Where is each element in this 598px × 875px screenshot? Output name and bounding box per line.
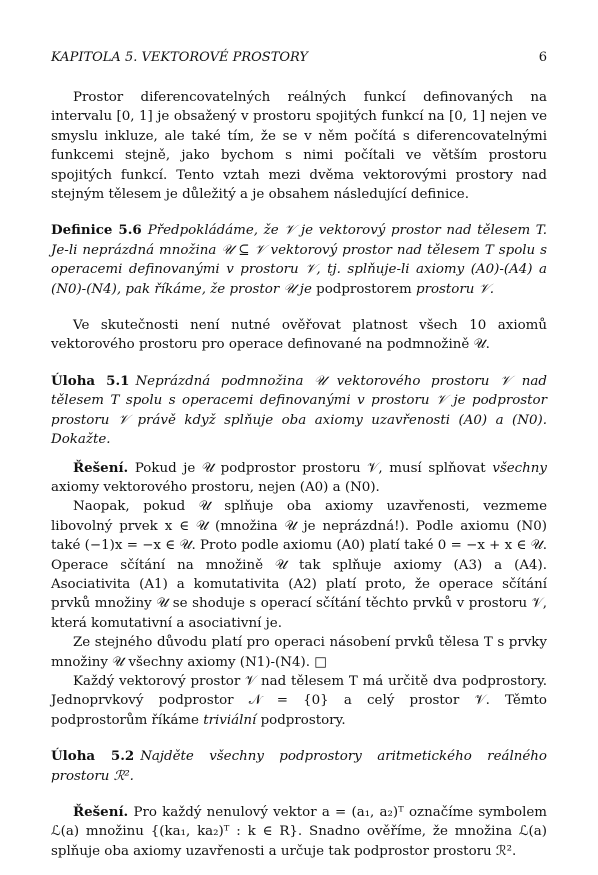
definition-5-6	[51, 221, 547, 299]
after-definition-paragraph: Ve skutečnosti není nutné ověřovat platnost všech 10 axiomů vektorového prostoru pro operace definované na podmnožině 𝒰.	[51, 318, 547, 353]
exercise-text: Neprázdná podmnožina 𝒰 vektorového prostoru 𝒱 nad tělesem T spolu s operacemi definovanými v prostoru 𝒱 je podprostor prostoru 𝒱 právě když splňuje oba axiomy uzavřenosti (A0) a (N0). Dokažte.	[51, 373, 547, 448]
definition-label: Definice 5.6	[51, 222, 142, 239]
solution-text: Každý vektorový prostor 𝒱 nad tělesem T má určitě dva podprostory. Jednoprvkový podprostor 𝒩 = {0} a celý prostor 𝒱. Těmto podprostorům říkáme	[51, 673, 547, 728]
solution-text: Pokud je 𝒰 podprostor prostoru 𝒱, musí splňovat	[134, 460, 486, 476]
solution-paragraph-2: Naopak, pokud 𝒰 splňuje oba axiomy uzavřenosti, vezmeme libovolný prvek x ∈ 𝒰 (množina 𝒰 je neprázdná!). Podle axiomu (N0) také (−1)x = −x ∈ 𝒰. Proto podle axiomu (A0) platí také 0 = −x + x ∈ 𝒰. Operace sčítání na množině 𝒰 tak splňuje axiomy (A3) a (A4). Asociativita (A1) a komutativita (A2) platí proto, že operace sčítání prvků množiny 𝒰 se shoduje s operací sčítání těchto prvků v prostoru 𝒱, která komutativní a asociativní je.	[51, 499, 547, 631]
exercise-label: Úloha 5.1	[51, 372, 130, 389]
solution-label: Řešení.	[73, 804, 129, 820]
page-number: 6	[538, 50, 547, 65]
solution-text: Pro každý nenulový vektor a = (a₁, a₂)ᵀ označíme symbolem ℒ(a) množinu {(ka₁, ka₂)ᵀ : k ∈ R}. Snadno ověříme, že množina ℒ(a) splňuje oba axiomy uzavřenosti a určuje tak podprostor prostoru ℛ².	[51, 805, 547, 859]
solution-paragraph-3: Ze stejného důvodu platí pro operaci násobení prvků tělesa T s prvky množiny 𝒰 všechny axiomy (N1)-(N4). □	[51, 635, 547, 670]
chapter-title: KAPITOLA 5. VEKTOROVÉ PROSTORY	[51, 50, 309, 65]
definition-term: podprostorem	[316, 281, 412, 297]
solution-paragraph-1	[51, 459, 547, 498]
solution-emphasis: všechny	[492, 460, 547, 476]
definition-text-b: prostoru 𝒱.	[416, 281, 495, 297]
exercise-text: Najděte všechny podprostory aritmetického reálného prostoru ℛ².	[51, 749, 547, 784]
solution-text: axiomy vektorového prostoru, nejen (A0) a (N0).	[51, 479, 380, 495]
solution-5-2	[51, 803, 547, 861]
intro-paragraph: Prostor diferencovatelných reálných funkcí definovaných na intervalu [0, 1] je obsažený v prostoru spojitých funkcí na [0, 1] nejen ve smyslu inkluze, ale také tím, že se v něm počítá s diferencovatelnými funkcemi stejně, jako bychom s nimi počítali ve větším prostoru spojitých funkcí. Tento vztah mezi dvěma vektorovými prostory nad stejným tělesem je důležitý a je obsahem následující definice.	[51, 90, 547, 203]
page-body	[51, 88, 547, 861]
solution-text: podprostory.	[260, 712, 346, 728]
exercise-label: Úloha 5.2	[51, 748, 135, 765]
solution-label: Řešení.	[73, 459, 129, 476]
exercise-5-1	[51, 372, 547, 450]
running-header	[51, 48, 547, 67]
exercise-5-2	[51, 747, 547, 786]
definition-text-a: Předpokládáme, že 𝒱 je vektorový prostor nad tělesem T. Je-li neprázdná množina 𝒰 ⊆ 𝒱 vektorový prostor nad tělesem T spolu s operacemi definovanými v prostoru 𝒱, tj. splňuje-li axiomy (A0)-(A4) a (N0)-(N4), pak říkáme, že prostor 𝒰 je	[51, 223, 547, 297]
solution-paragraph-4	[51, 672, 547, 730]
solution-emphasis: triviální	[203, 712, 257, 728]
